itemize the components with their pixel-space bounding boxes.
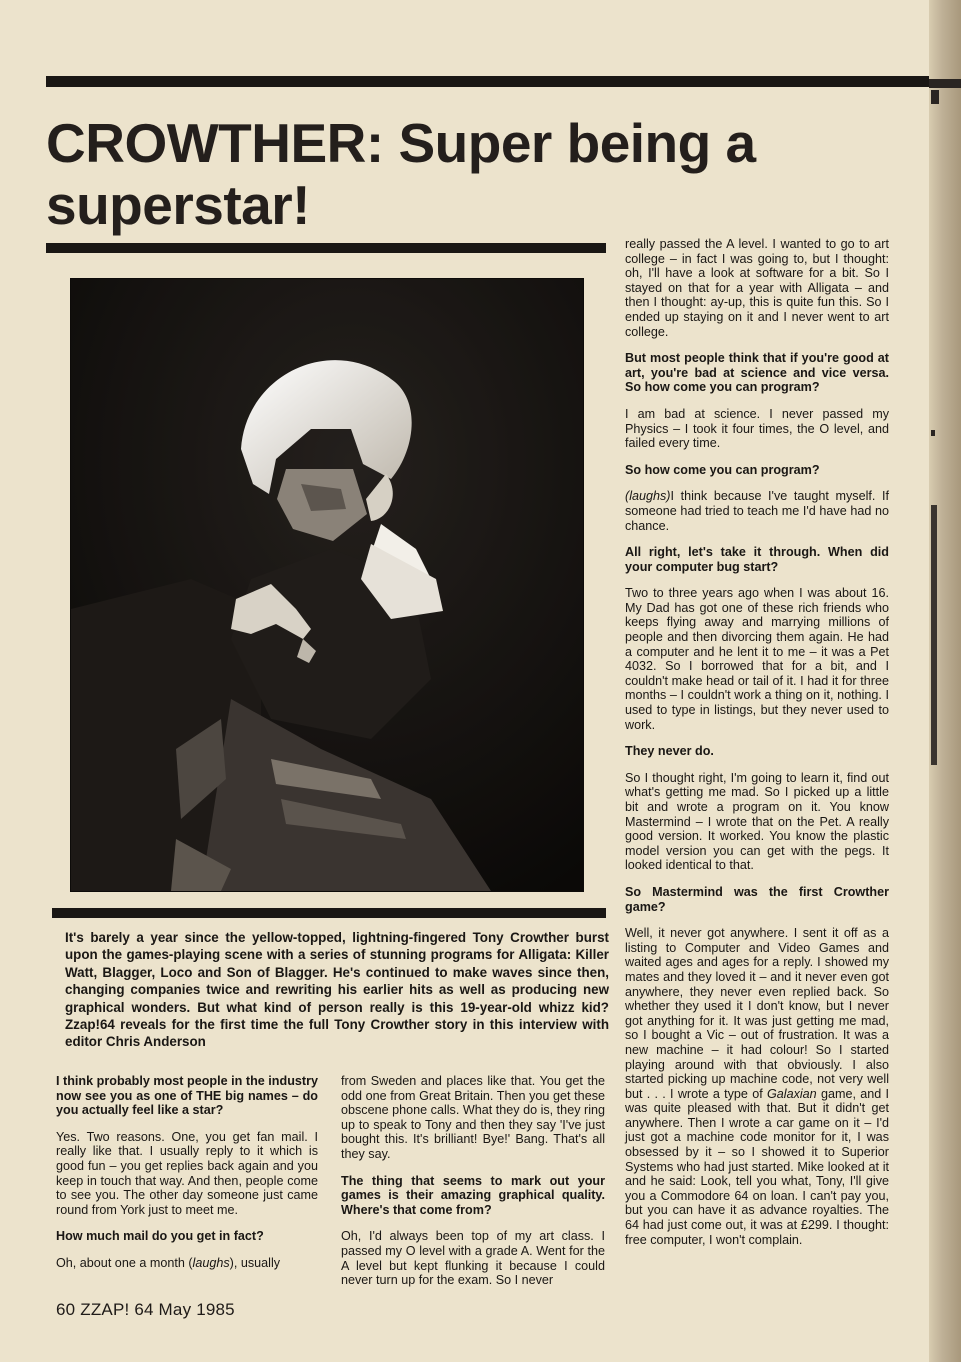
question-8: So Mastermind was the first Crowther game? <box>625 884 889 914</box>
photo-bottom-rule <box>52 908 606 918</box>
answer-8-text-b: game, and I was quite pleased with that. But it didn't get anywhere. Then I wrote a car game on it – I'd just got a machine code monitor for it, I was obsessed by it – so I showed it to Superior Systems who had just started. Mike looked at it and he said: Look, tell you what, Tony, I'll give you a Commodore 64 on loan. I can't pay you, but you can have it as advance royalties. The 64 had just come out, it was at £299. I thought: free computer, I won't complain. <box>625 1086 889 1247</box>
question-5: So how come you can program? <box>625 462 820 477</box>
column-3 <box>625 237 889 1259</box>
question-4: But most people think that if you're good at art, you're bad at science and vice versa. So how come you can program? <box>625 351 889 395</box>
answer-8-text-a: Well, it never got anywhere. I sent it off as a listing to Computer and Video Games and waited ages and ages for a reply. I showed my mates and they loved it – and it never even got anywhere, they never even replied back. So whether they used it I don't know, but I never got anything for it. It was just getting me mad, so I bought a Vic – out of frustration. It was a new machine – it had colour! So I started playing around with that obviously. I also started picking up machine code, not very well but . . . I wrote a type of <box>625 926 889 1101</box>
answer-4: I am bad at science. I never passed my Physics – I took it four times, the O level, and failed every time. <box>625 406 889 451</box>
answer-2-text-a: Oh, about one a month ( <box>56 1255 193 1270</box>
answer-6: Two to three years ago when I was about 16. My Dad has got one of these rich friends who keeps flying away and marrying millions of people and then divorcing them again. He had a computer and he lent it to me – it was a Pet 4032. So I borrowed that for a bit, and I couldn't make head or tail of it. I had it for three months – I couldn't work a thing on it, nothing. I used to type in listings, but they never used to work. <box>625 586 889 732</box>
question-1: I think probably most people in the industry now see you as one of THE big names – do you actually feel like a star? <box>56 1074 318 1118</box>
answer-3: Oh, I'd always been top of my art class. I passed my O level with a grade A. Went for the A level but kept flunking it because I could never turn up for the exam. So I never <box>341 1229 605 1288</box>
answer-8 <box>625 926 889 1247</box>
answer-5-italic: (laughs) <box>625 489 671 504</box>
page-footer: 60 ZZAP! 64 May 1985 <box>56 1300 235 1319</box>
portrait-photo <box>70 278 584 892</box>
adjacent-page-edge <box>929 0 961 1362</box>
answer-8-italic: Galaxian <box>766 1086 817 1101</box>
answer-7: So I thought right, I'm going to learn it, find out what's getting me mad. So I picked up a little bit and wrote a program on it. You know Mastermind – I wrote that on the Pet. A really good version. It worked. You know the plastic model version you can get with the pegs. It looked identical to that. <box>625 770 889 873</box>
answer-2-continued: from Sweden and places like that. You get the odd one from Great Britain. Then you get these obscene phone calls. What they do is, they ring up to speak to Tony and then they say 'I've just bought this. It's brilliant! Bye!' Bang. That's all they say. <box>341 1074 605 1161</box>
column-2 <box>341 1074 605 1300</box>
question-3: The thing that seems to mark out your games is their amazing graphical quality. Where's that come from? <box>341 1173 605 1217</box>
answer-1: Yes. Two reasons. One, you get fan mail. I really like that. I usually reply to it which is good fun – you get replies back again and you keep in touch that way. And then, people come to see you. The other day someone just came round from York just to meet me. <box>56 1129 318 1217</box>
answer-2-text-b: ), usually <box>229 1255 281 1270</box>
portrait-photo-icon <box>71 279 583 891</box>
answer-5 <box>625 489 889 533</box>
answer-3-continued: really passed the A level. I wanted to go to art college – in fact I was going to, but I thought: oh, I'll have a look at software for a bit. So I stayed on that for a year with Alligata – and then I thought: ay-up, this is quite fun this. So I ended up staying on it and I never went to art college. <box>625 237 889 339</box>
top-rule-continuation <box>929 79 961 88</box>
answer-5-text: I think because I've taught myself. If someone had tried to teach me I'd have had no chance. <box>625 489 889 533</box>
article-intro: It's barely a year since the yellow-topped, lightning-fingered Tony Crowther burst upon the games-playing scene with a series of stunning programs for Alligata: Killer Watt, Blagger, Loco and Son of Blagger. He's continued to make waves since then, changing companies twice and rewriting his earlier hits as well as producing new graphical wonders. But what kind of person really is this 19-year-old whizz kid? Zzap!64 reveals for the first time the full Tony Crowther story in this interview with editor Chris Anderson <box>65 930 609 1050</box>
article-headline: CROWTHER: Super being a superstar! <box>46 112 756 236</box>
column-1 <box>56 1074 318 1283</box>
question-2: How much mail do you get in fact? <box>56 1229 264 1244</box>
top-rule <box>46 76 929 87</box>
question-6: All right, let's take it through. When did your computer bug start? <box>625 545 889 574</box>
answer-2-italic: laughs <box>192 1255 230 1270</box>
answer-2-start <box>56 1256 318 1271</box>
question-7: They never do. <box>625 744 714 759</box>
photo-top-rule <box>46 243 606 253</box>
